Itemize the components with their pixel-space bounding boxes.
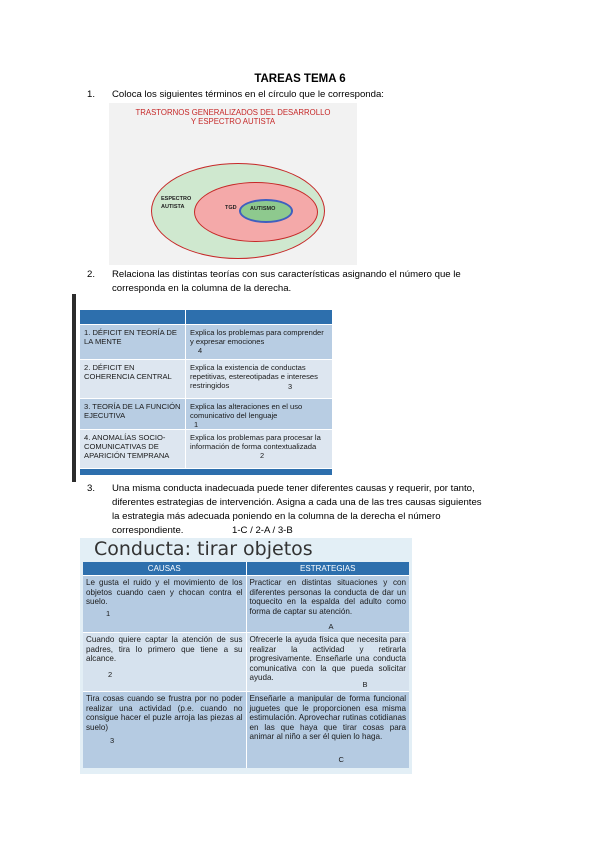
cause-mark: 1 <box>106 608 111 618</box>
cause-text: Cuando quiere captar la atención de sus padres, tira lo primero que tiene a su alcance. <box>86 635 243 664</box>
cause-mark: 2 <box>108 669 113 679</box>
diagram-heading: TRASTORNOS GENERALIZADOS DEL DESARROLLO <box>135 108 331 117</box>
table-footer-bar <box>80 469 332 475</box>
question-text: Una misma conducta inadecuada puede tener diferentes causas y requerir, por tanto, <box>112 483 475 494</box>
cause-text: Le gusta el ruido y el movimiento de los objetos cuando caen y chocan contra el suelo. <box>86 578 243 607</box>
theory-cell: 3. TEORÍA DE LA FUNCIÓN EJECUTIVA <box>84 402 181 420</box>
table-row <box>83 575 409 632</box>
table-row <box>83 632 409 691</box>
answer-number: 1 <box>194 420 199 429</box>
table-row <box>80 429 332 468</box>
question-text-2: diferentes estrategias de intervención. Asigna a cada una de las tres causas siguientes <box>112 497 482 508</box>
question-number: 3. <box>87 483 96 494</box>
cause-cell <box>83 576 247 632</box>
outer-circle-label: ESPECTRO <box>161 196 192 202</box>
question-2 <box>87 268 547 296</box>
question-text-4: correspondiente. <box>112 525 184 536</box>
table-row <box>80 324 332 359</box>
diagram-heading-2: Y ESPECTRO AUTISTA <box>190 117 276 126</box>
strategy-mark: B <box>362 680 368 689</box>
answer-number: 2 <box>260 451 265 460</box>
theories-table <box>80 310 332 475</box>
feature-cell <box>185 399 332 429</box>
tgd-diagram <box>109 103 357 265</box>
question-text-3: la estrategia más adecuada poniendo en la columna de la derecha el número <box>112 511 441 522</box>
question-text: Relaciona las distintas teorías con sus características asignando el número que le <box>112 269 461 280</box>
answer-number: 3 <box>288 382 293 391</box>
question-text: Coloca los siguientes términos en el círculo que le corresponda: <box>112 89 384 100</box>
table-header <box>83 562 409 575</box>
behavior-table <box>83 562 409 768</box>
strategy-cell <box>247 576 410 632</box>
question-3 <box>87 482 557 538</box>
middle-circle-label: TGD <box>225 205 237 211</box>
header-causes: CAUSAS <box>83 562 247 575</box>
table-header <box>80 310 332 324</box>
left-border-bar <box>72 294 76 482</box>
feature-cell <box>185 430 332 468</box>
table-row <box>80 359 332 398</box>
strategy-mark: C <box>338 755 344 764</box>
feature-text: Explica las alteraciones en el uso comunicativo del lenguaje <box>190 402 303 420</box>
question-1 <box>87 88 547 102</box>
table-row <box>83 691 409 768</box>
table-row <box>80 398 332 429</box>
cause-cell <box>83 692 247 768</box>
strategy-text: Ofrecerle la ayuda física que necesita para realizar la actividad y retirarla progresivamente. Enseñarle una conducta comunicativa con la que pueda solicitar ayuda. <box>249 635 406 683</box>
strategy-mark: A <box>328 622 334 631</box>
strategy-text: Enseñarle a manipular de forma funcional juguetes que le proporcionen esa misma estimulación. Aprovechar rutinas cotidianas en las que haya que tirar cosas para animar al niño a ser él quien lo haga. <box>249 694 406 742</box>
theory-cell: 4. ANOMALÍAS SOCIO-COMUNICATIVAS DE APARICIÓN TEMPRANA <box>84 433 170 460</box>
feature-cell <box>185 325 332 359</box>
cause-mark: 3 <box>110 736 115 746</box>
cause-text: Tira cosas cuando se frustra por no poder realizar una actividad (p.e. cuando no consigue hacer el puzle arroja las piezas al suelo) <box>86 694 243 732</box>
feature-cell <box>185 360 332 398</box>
page-title: TAREAS TEMA 6 <box>254 73 346 85</box>
cause-cell <box>83 633 247 691</box>
answer-number: 4 <box>198 346 203 355</box>
theory-cell: 2. DÉFICIT EN COHERENCIA CENTRAL <box>84 363 172 381</box>
feature-text: Explica los problemas para procesar la información de forma contextualizada <box>190 433 321 451</box>
feature-text: Explica los problemas para comprender y expresar emociones <box>190 328 324 346</box>
question-answer: 1-C / 2-A / 3-B <box>232 525 293 536</box>
strategy-text: Practicar en distintas situaciones y con diferentes personas la conducta de dar un toquecito en la espalda del adulto como forma de captar su atención. <box>249 578 406 616</box>
strategy-cell <box>247 692 410 768</box>
outer-circle-label-2: AUTISTA <box>161 204 185 210</box>
behavior-table-image <box>80 538 412 774</box>
header-strategies: ESTRATEGIAS <box>300 564 356 573</box>
question-text-2: corresponda en la columna de la derecha. <box>112 283 292 294</box>
behavior-table-title: Conducta: tirar objetos <box>94 538 313 560</box>
inner-circle-label: AUTISMO <box>250 206 276 212</box>
question-number: 2. <box>87 269 96 280</box>
feature-text: Explica la existencia de conductas repetitivas, estereotipadas e intereses restringidos <box>190 363 318 390</box>
strategy-cell <box>247 633 410 691</box>
theory-cell: 1. DÉFICIT EN TEORÍA DE LA MENTE <box>84 328 177 346</box>
question-number: 1. <box>87 89 96 100</box>
